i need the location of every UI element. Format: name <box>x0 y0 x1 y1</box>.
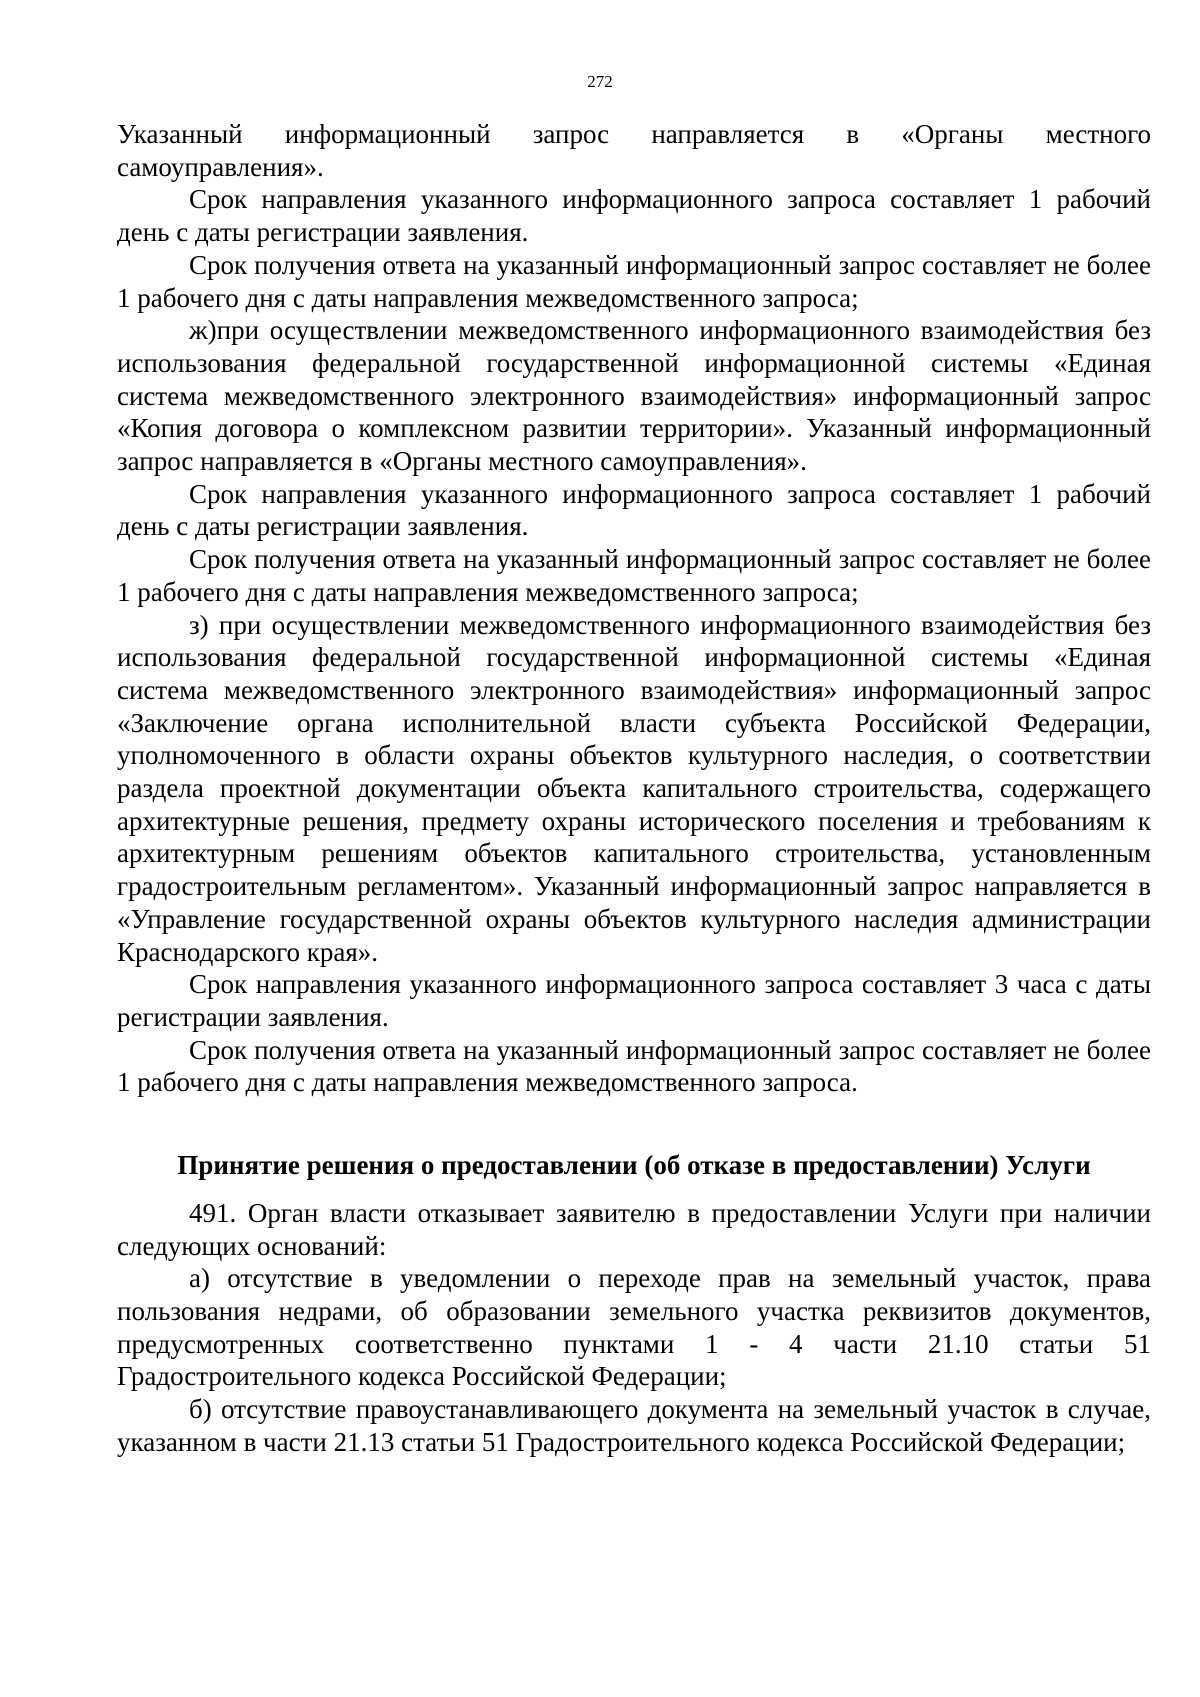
document-body <box>117 118 1151 1458</box>
body-paragraph: з) при осуществлении межведомственного информационного взаимодействия без использования федеральной государственной информационной системы «Единая система межведомственного электронного взаимодействия» информационный запрос «Заключение органа исполнительной власти субъекта Российской Федерации, уполномоченного в области охраны объектов культурного наследия, о соответствии раздела проектной документации объекта капитального строительства, содержащего архитектурные решения, предмету охраны исторического поселения и требованиям к архитектурным решениям объектов капитального строительства, установленным градостроительным регламентом». Указанный информационный запрос направляется в «Управление государственной охраны объектов культурного наследия администрации Краснодарского края». <box>117 609 1151 967</box>
body-paragraph: Срок получения ответа на указанный информационный запрос составляет не более 1 рабочего дня с даты направления межведомственного запроса; <box>117 249 1151 313</box>
page-number: 272 <box>587 72 613 91</box>
body-paragraph: Срок направления указанного информационного запроса составляет 1 рабочий день с даты регистрации заявления. <box>117 184 1151 248</box>
section-heading: Принятие решения о предоставлении (об отказе в предоставлении) Услуги <box>177 1150 1091 1181</box>
body-paragraph: Указанный информационный запрос направляется в «Органы местного самоуправления». <box>117 119 1151 182</box>
body-paragraph: 491. Орган власти отказывает заявителю в предоставлении Услуги при наличии следующих оснований: <box>117 1197 1151 1261</box>
body-paragraph: Срок получения ответа на указанный информационный запрос составляет не более 1 рабочего дня с даты направления межведомственного запроса. <box>117 1034 1151 1098</box>
body-paragraph: Срок получения ответа на указанный информационный запрос составляет не более 1 рабочего дня с даты направления межведомственного запроса; <box>117 544 1151 607</box>
body-paragraph: Срок направления указанного информационного запроса составляет 3 часа с даты регистрации заявления. <box>117 969 1151 1032</box>
body-paragraph: б) отсутствие правоустанавливающего документа на земельный участок в случае, указанном в части 21.13 статьи 51 Градостроительного кодекса Российской Федерации; <box>117 1394 1151 1457</box>
body-paragraph: ж)при осуществлении межведомственного информационного взаимодействия без использования федеральной государственной информационной системы «Единая система межведомственного электронного взаимодействия» информационный запрос «Копия договора о комплексном развитии территории». Указанный информационный запрос направляется в «Органы местного самоуправления». <box>117 315 1151 477</box>
body-paragraph: а) отсутствие в уведомлении о переходе прав на земельный участок, права пользования недрами, об образовании земельного участка реквизитов документов, предусмотренных соответственно пунктами 1 - 4 части 21.10 статьи 51 Градостроительного кодекса Российской Федерации; <box>117 1263 1151 1392</box>
section-spacer <box>117 1099 1151 1149</box>
body-paragraph: Срок направления указанного информационного запроса составляет 1 рабочий день с даты регистрации заявления. <box>117 478 1151 542</box>
